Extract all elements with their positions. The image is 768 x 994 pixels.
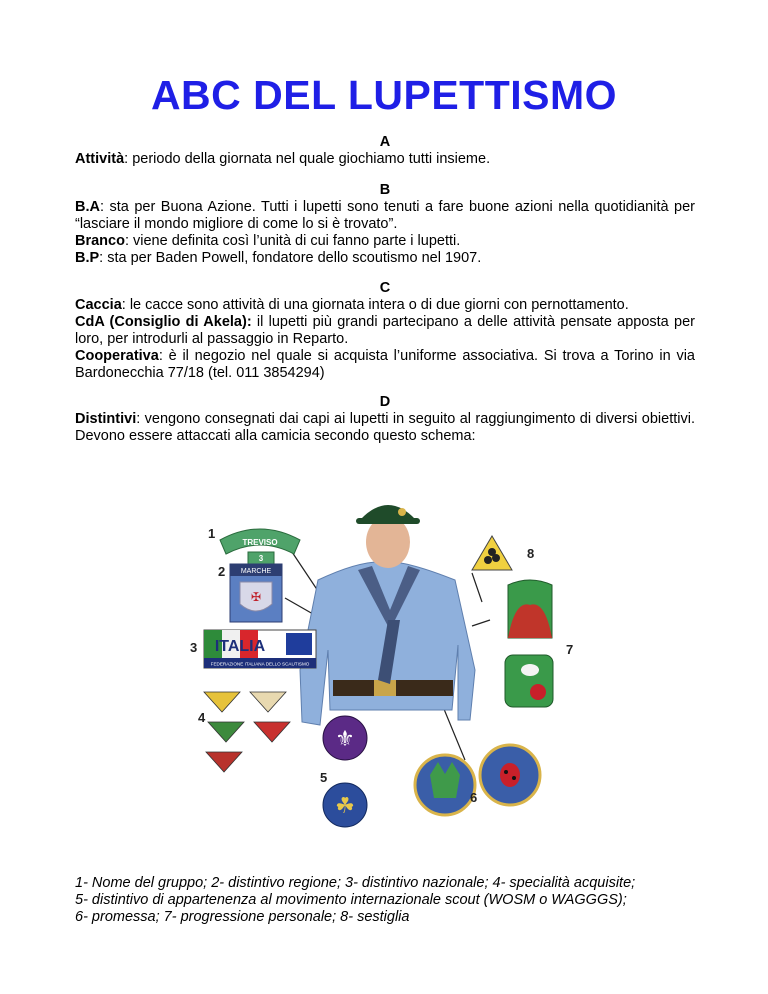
- caption-line: 5- distintivo di appartenenza al movimento internazionale scout (WOSM o WAGGGS);: [75, 892, 627, 908]
- entry-term: B.A: [75, 199, 100, 215]
- glossary-entry-bp: [75, 250, 695, 267]
- svg-text:☘: ☘: [335, 794, 355, 819]
- figure-label-1: 1: [208, 526, 216, 541]
- section-letter: A: [379, 134, 391, 150]
- entry-term: Cooperativa: [75, 348, 159, 364]
- badge-group-text: TREVISO: [242, 538, 278, 547]
- section-c: [75, 280, 695, 382]
- figure-label-4: 4: [198, 710, 206, 725]
- figure-label-2: 2: [218, 564, 226, 579]
- scout-figure: [300, 505, 475, 725]
- figure-label-8: 8: [527, 546, 535, 561]
- entry-term: Branco: [75, 233, 125, 249]
- figure-label-5: 5: [320, 770, 328, 785]
- badge-region: [230, 564, 282, 622]
- glossary-entry-branco: [75, 233, 695, 250]
- entry-text: : vengono consegnati dai capi ai lupetti in seguito al raggiungimento di diversi obiettivi. Devono essere attaccati alla camicia secondo questo schema:: [75, 411, 695, 444]
- badge-world-membership: [323, 716, 367, 827]
- entry-text: : le cacce sono attività di una giornata intera o di due giorni con pernottamento.: [121, 297, 629, 313]
- section-letter: D: [379, 394, 391, 410]
- section-letter: C: [379, 280, 391, 296]
- badge-region-text: MARCHE: [240, 568, 272, 575]
- figure-label-7: 7: [566, 642, 574, 657]
- entry-text: : viene definita così l’unità di cui fanno parte i lupetti.: [124, 233, 461, 249]
- glossary-entry-cda: [75, 314, 695, 348]
- svg-text:✠: ✠: [250, 590, 262, 604]
- badge-national-text: ITALIA: [214, 638, 266, 655]
- section-letter: B: [379, 182, 391, 198]
- entry-term: B.P: [75, 250, 100, 266]
- caption-line: 6- promessa; 7- progressione personale; 8- sestiglia: [75, 909, 410, 925]
- badge-group-number: 3: [258, 554, 264, 563]
- entry-term: Caccia: [75, 297, 122, 313]
- entry-term: CdA (Consiglio di Akela):: [75, 314, 252, 330]
- section-d: [75, 394, 695, 445]
- badge-group-name: [220, 529, 300, 564]
- uniform-badges-figure: [190, 470, 590, 860]
- glossary-entry-ba: [75, 199, 695, 233]
- entry-text: : sta per Baden Powell, fondatore dello scoutismo nel 1907.: [99, 250, 482, 266]
- caption-line: 1- Nome del gruppo; 2- distintivo regione; 3- distintivo nazionale; 4- specialità acquisite;: [75, 875, 636, 891]
- figure-label-3: 3: [190, 640, 198, 655]
- badge-promise: [415, 745, 540, 815]
- page-title: ABC DEL LUPETTISMO: [150, 72, 618, 118]
- entry-term: Distintivi: [75, 411, 137, 427]
- section-b: [75, 182, 695, 267]
- badge-specialties: [204, 692, 290, 772]
- svg-text:⚜: ⚜: [335, 727, 355, 752]
- badge-national: [204, 630, 316, 668]
- entry-text: : periodo della giornata nel quale giochiamo tutti insieme.: [124, 151, 491, 167]
- glossary-entry-distintivi: [75, 411, 695, 445]
- glossary-entry-caccia: [75, 297, 695, 314]
- entry-term: Attività: [75, 151, 125, 167]
- badge-six-patrol: [472, 536, 512, 570]
- entry-text: : sta per Buona Azione. Tutti i lupetti sono tenuti a fare buone azioni nella quotidianità per “lasciare il mondo migliore di come lo si è trovato”.: [75, 199, 695, 232]
- badge-personal-progression: [505, 580, 553, 707]
- figure-label-6: 6: [470, 790, 478, 805]
- section-a: [75, 134, 695, 168]
- figure-caption: [75, 875, 715, 926]
- badge-federation-text: FEDERAZIONE ITALIANA DELLO SCAUTISMO: [210, 661, 310, 667]
- glossary-entry-attivita: [75, 151, 695, 168]
- glossary-entry-cooperativa: [75, 348, 695, 382]
- entry-text: il lupetti più grandi partecipano a delle attività pensate apposta per loro, per introdurli al passaggio in Reparto.: [75, 314, 695, 347]
- entry-text: : è il negozio nel quale si acquista l’uniforme associativa. Si trova a Torino in via Bardonecchia 77/18 (tel. 011 3854294): [75, 348, 695, 381]
